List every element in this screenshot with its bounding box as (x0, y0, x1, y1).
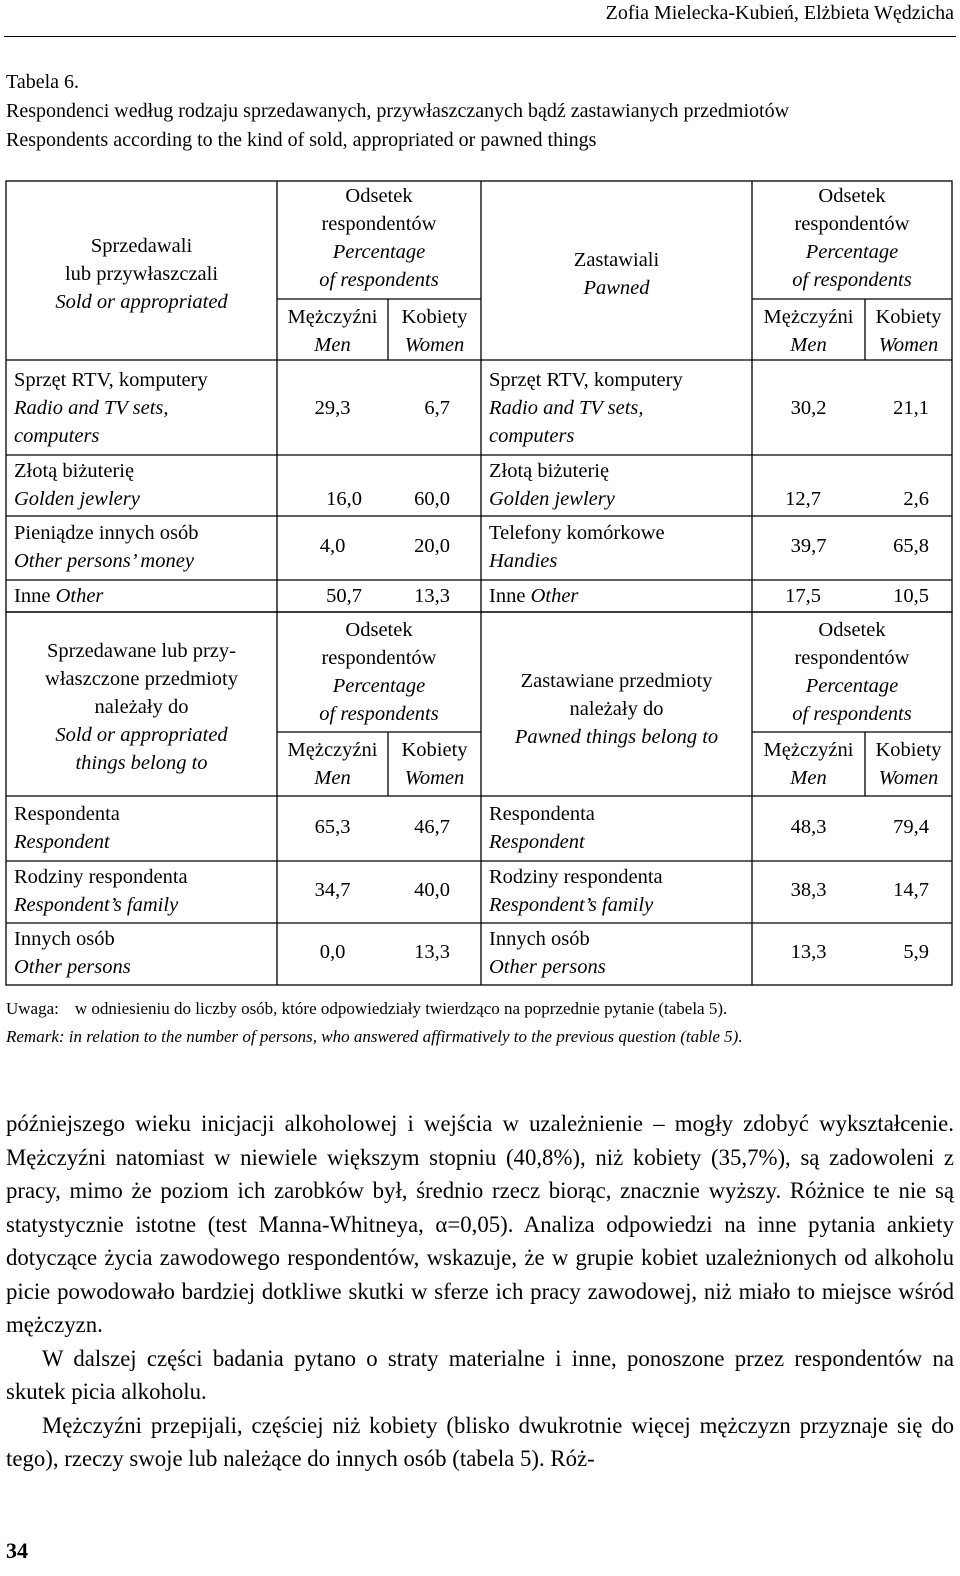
paragraph: W dalszej części badania pytano o straty materialne i inne, ponoszone przez respondentów na skutek picia alkoholu. (6, 1345, 954, 1404)
table-cell: 34,7 (314, 879, 351, 901)
table-row-right-label: Złotą biżuterię Golden jewlery (489, 460, 615, 510)
table-cell: 46,7 (414, 816, 450, 838)
table-cell: 13,3 (414, 585, 450, 607)
table-title-pl: Respondenci według rodzaju sprzedawanych, przywłaszczanych bądź zastawianych przedmiotów (6, 100, 790, 122)
left-men-header: Mężczyźni Men (287, 739, 378, 789)
table-row-left-label: Innych osób Other persons (14, 928, 131, 978)
table-cell: 21,1 (893, 397, 929, 419)
right-men-header: Mężczyźni Men (763, 306, 854, 356)
table-cell: 17,5 (785, 585, 821, 607)
table-cell: 65,3 (314, 816, 351, 838)
table-row-left-label: Inne Other (14, 585, 104, 607)
right-header: Zastawiali Pawned (573, 249, 660, 299)
left-men-header: Mężczyźni Men (287, 306, 378, 356)
table-row-left-label: Sprzęt RTV, komputery Radio and TV sets, computers (14, 369, 208, 447)
table-row-left-label: Pieniądze innych osób Other persons’ money (14, 522, 199, 572)
left-women-header: Kobiety Women (401, 306, 468, 356)
table-number: Tabela 6. (6, 71, 80, 93)
left-women-header: Kobiety Women (401, 739, 468, 789)
right-pct-header: Odsetek respondentów Percentage of respondents (792, 619, 912, 725)
table-row-right-label: Telefony komórkowe Handies (489, 522, 665, 572)
table-cell: 13,3 (414, 941, 450, 963)
table-cell: 2,6 (903, 488, 929, 510)
table-cell: 20,0 (414, 535, 450, 557)
table-cell: 6,7 (424, 397, 450, 419)
left-pct-header: Odsetek respondentów Percentage of respondents (319, 619, 439, 725)
table-row-right-label: Innych osób Other persons (489, 928, 606, 978)
table-cell: 40,0 (414, 879, 450, 901)
table-row-right-label: Sprzęt RTV, komputery Radio and TV sets, computers (489, 369, 683, 447)
right-women-header: Kobiety Women (875, 306, 942, 356)
left-pct-header: Odsetek respondentów Percentage of respondents (319, 185, 439, 291)
table-row-right-label: Respondenta Respondent (489, 803, 595, 853)
table-row-left-label: Złotą biżuterię Golden jewlery (14, 460, 140, 510)
table-cell: 60,0 (414, 488, 450, 510)
table-row-left-label: Respondenta Respondent (14, 803, 120, 853)
body-text (6, 1107, 954, 1476)
table-cell: 13,3 (790, 941, 827, 963)
table-row-right-label: Rodziny respondenta Respondent’s family (489, 866, 663, 916)
table-cell: 50,7 (326, 585, 362, 607)
running-head: Zofia Mielecka-Kubień, Elżbieta Wędzicha (605, 2, 954, 24)
table-cell: 10,5 (893, 585, 929, 607)
right-women-header: Kobiety Women (875, 739, 942, 789)
left-header: Sprzedawane lub przy- właszczone przedmioty należały do Sold or appropriated things belong to (45, 640, 238, 774)
table-cell: 12,7 (785, 488, 821, 510)
table-cell: 39,7 (790, 535, 827, 557)
table-row-right-label: Inne Other (489, 585, 579, 607)
paragraph: późniejszego wieku inicjacji alkoholowej i wejścia w uzależnienie – mogły zdobyć wykształcenie. Mężczyźni natomiast w niewiele większym stopniu (40,8%), niż kobiety (35,7%), są zadowoleni z pracy, mimo że poziom ich zarobków był, średnio rzecz biorąc, znacznie wyższy. Różnice te nie są statystycznie istotne (test Manna-Whitneya, α=0,05). Analiza odpowiedzi na inne pytania ankiety dotyczące życia zawodowego respondentów, wskazuje, że w grupie kobiet uzależnionych od alkoholu picie powodowało bardziej dotkliwe skutki w sferze ich pracy zawodowej, niż miało to miejsce wśród mężczyzn. (6, 1111, 954, 1337)
note-en: Remark: in relation to the number of persons, who answered affirmatively to the previous question (table 5). (6, 1027, 743, 1046)
right-header: Zastawiane przedmioty należały do Pawned things belong to (514, 670, 719, 748)
table-cell: 65,8 (893, 535, 929, 557)
right-men-header: Mężczyźni Men (763, 739, 854, 789)
table-cell: 79,4 (893, 816, 929, 838)
paragraph: Mężczyźni przepijali, częściej niż kobiety (blisko dwukrotnie więcej mężczyzn przyznaje się do tego), rzeczy swoje lub należące do innych osób (tabela 5). Róż- (6, 1412, 954, 1471)
table-cell: 30,2 (790, 397, 827, 419)
note-pl: Uwaga: w odniesieniu do liczby osób, które odpowiedziały twierdząco na poprzednie pytanie (tabela 5). (6, 999, 728, 1018)
table-cell: 0,0 (319, 941, 346, 963)
left-header: Sprzedawali lub przywłaszczali Sold or appropriated (55, 235, 228, 313)
table-cell: 14,7 (893, 879, 929, 901)
table-cell: 38,3 (790, 879, 827, 901)
page-number: 34 (6, 1538, 28, 1563)
table-cell: 4,0 (319, 535, 346, 557)
table-cell: 5,9 (903, 941, 929, 963)
table-cell: 48,3 (790, 816, 827, 838)
right-pct-header: Odsetek respondentów Percentage of respondents (792, 185, 912, 291)
table-row-left-label: Rodziny respondenta Respondent’s family (14, 866, 188, 916)
table-title-en: Respondents according to the kind of sold, appropriated or pawned things (6, 129, 597, 151)
table-cell: 29,3 (314, 397, 351, 419)
table-cell: 16,0 (326, 488, 362, 510)
